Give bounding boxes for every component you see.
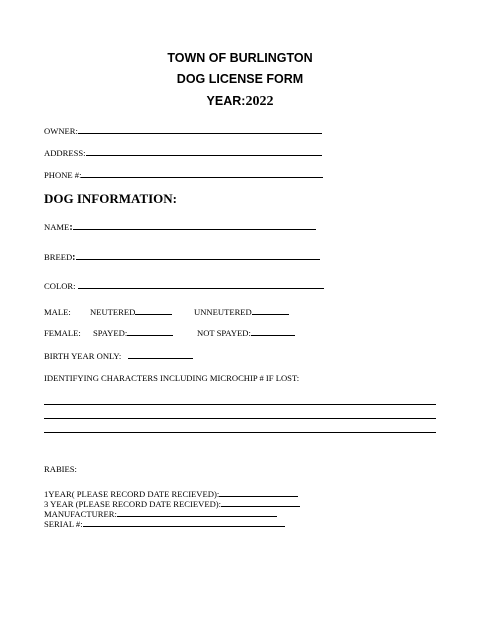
rabies-three-year-label: 3 YEAR (PLEASE RECORD DATE RECIEVED): (44, 499, 222, 509)
female-label: FEMALE: (44, 328, 81, 338)
owner-field[interactable] (44, 126, 322, 136)
neutered-input-line[interactable] (135, 314, 172, 315)
male-label: MALE: (44, 307, 71, 317)
manufacturer-label: MANUFACTURER: (44, 509, 117, 519)
owner-input-line[interactable] (78, 133, 322, 134)
spayed-input-line[interactable] (127, 335, 173, 336)
dog-info-heading: DOG INFORMATION: (44, 191, 178, 206)
serial-field[interactable] (44, 519, 285, 529)
phone-field[interactable] (44, 170, 323, 180)
breed-field[interactable]: BREED: (44, 252, 320, 263)
serial-input-line[interactable] (83, 526, 285, 527)
rabies-three-year-input-line[interactable] (221, 506, 300, 507)
unneutered-label: UNNEUTERED (194, 307, 252, 317)
identifying-line-3[interactable] (44, 432, 436, 433)
owner-label: OWNER: (44, 126, 78, 136)
address-field[interactable] (44, 148, 322, 158)
year-label: YEAR: (206, 94, 246, 108)
dog-name-input-line[interactable] (73, 229, 316, 230)
form-title-license: DOG LICENSE FORM (176, 72, 304, 86)
identifying-line-2[interactable] (44, 418, 436, 419)
dog-name-label: NAME (44, 222, 70, 232)
rabies-one-year-field[interactable] (44, 489, 298, 499)
rabies-three-year-field[interactable] (44, 499, 300, 509)
manufacturer-field[interactable] (44, 509, 277, 519)
birth-year-field[interactable] (44, 351, 193, 361)
neutered-label: NEUTERED (90, 307, 136, 317)
breed-input-line[interactable] (76, 259, 320, 260)
spayed-label: SPAYED: (93, 328, 128, 338)
spayed-field[interactable] (93, 328, 173, 338)
identifying-line-1[interactable] (44, 404, 436, 405)
not-spayed-field[interactable] (197, 328, 295, 338)
address-label: ADDRESS: (44, 148, 86, 158)
serial-label: SERIAL #: (44, 519, 83, 529)
color-input-line[interactable] (78, 288, 324, 289)
neutered-field[interactable] (90, 307, 172, 317)
dog-name-field[interactable]: NAME: (44, 222, 316, 233)
not-spayed-input-line[interactable] (251, 335, 295, 336)
birth-year-input-line[interactable] (128, 358, 193, 359)
rabies-heading: RABIES: (44, 464, 77, 474)
address-input-line[interactable] (86, 155, 322, 156)
unneutered-field[interactable] (194, 307, 289, 317)
rabies-one-year-label: 1YEAR( PLEASE RECORD DATE RECIEVED): (44, 489, 220, 499)
breed-label: BREED (44, 252, 73, 262)
birth-year-label: BIRTH YEAR ONLY: (44, 351, 122, 361)
phone-input-line[interactable] (81, 177, 323, 178)
phone-label: PHONE #: (44, 170, 82, 180)
manufacturer-input-line[interactable] (117, 516, 277, 517)
color-field[interactable] (44, 281, 324, 291)
form-title-town: TOWN OF BURLINGTON (167, 51, 313, 65)
identifying-label: IDENTIFYING CHARACTERS INCLUDING MICROCHIP # IF LOST: (44, 373, 300, 383)
year-value: 2022 (245, 94, 274, 109)
form-title-year (0, 94, 480, 110)
unneutered-input-line[interactable] (252, 314, 289, 315)
not-spayed-label: NOT SPAYED: (197, 328, 251, 338)
rabies-one-year-input-line[interactable] (219, 496, 298, 497)
color-label: COLOR: (44, 281, 76, 291)
